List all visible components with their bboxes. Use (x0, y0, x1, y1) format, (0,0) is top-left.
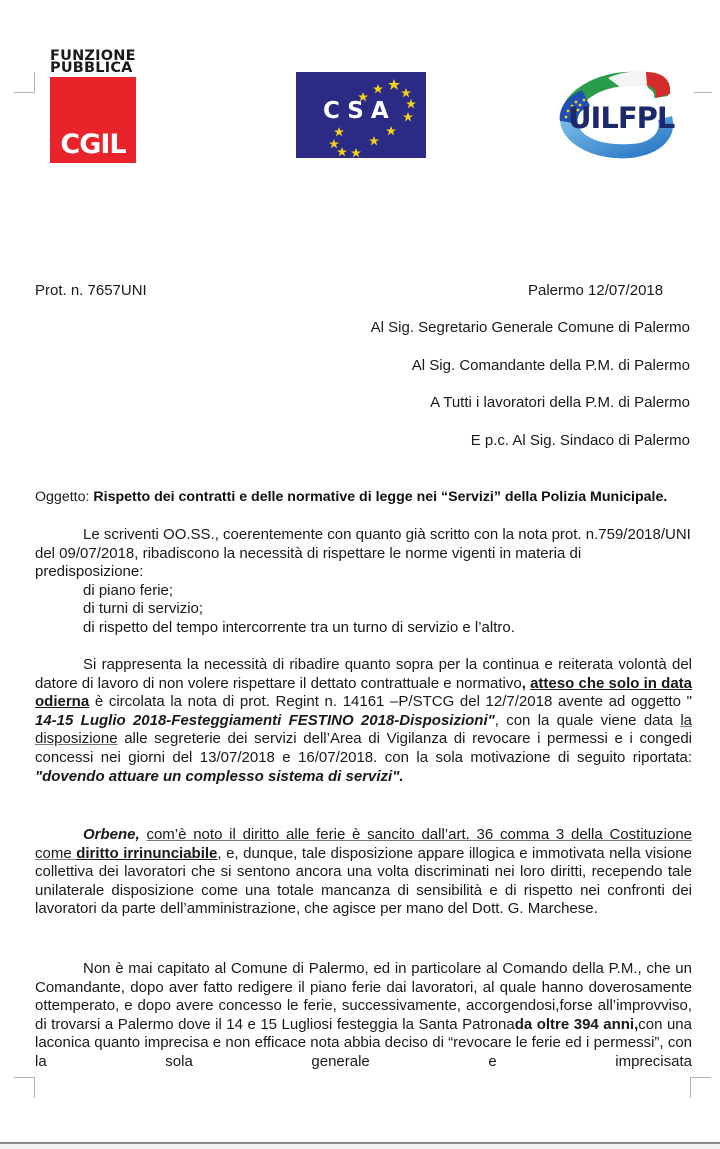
star-icon (369, 136, 379, 146)
cgil-red-block (50, 77, 136, 163)
star-icon (388, 79, 400, 90)
star-icon (337, 147, 347, 157)
protocol-number: Prot. n. 7657UNI (35, 282, 147, 299)
place-date: Palermo 12/07/2018 (528, 282, 664, 299)
page-gap (0, 1144, 720, 1149)
subject-text: Rispetto dei contratti e delle normative di legge nei “Servizi” della Polizia Municipale. (93, 489, 668, 505)
list-item: di piano ferie; (83, 581, 174, 599)
crop-mark-bottom-right (690, 1077, 711, 1098)
cgil-mark: CGIL (60, 129, 126, 160)
paragraph-4-emphasis: da oltre 394 anni, (514, 1015, 639, 1033)
paragraph-4 (35, 960, 692, 1072)
star-icon (386, 126, 396, 136)
crop-mark-bottom-left (14, 1077, 35, 1098)
fp-logo-line2: PUBBLICA (50, 60, 133, 76)
paragraph-2-quote: "dovendo attuare un complesso sistema di servizi". (35, 767, 404, 785)
uilfpl-logo (550, 66, 690, 166)
paragraph-3-emphasis: diritto irrinunciabile (76, 844, 218, 862)
recipient: E p.c. Al Sig. Sindaco di Palermo (470, 432, 690, 449)
paragraph-2-text: , con la quale viene data (494, 711, 681, 729)
star-icon (406, 99, 416, 109)
paragraph-4-text: Non è mai capitato al Comune di Palermo, ed in particolare al Comando della P.M., che un Comandante, dopo aver fatto redigere il piano ferie dai lavoratori, al quale hanno doverosamente ottemperato, e dopo avere concesso le ferie, successivamente, accorgendosi,forse all’improvviso, di trovarsi a Palermo dove il 14 e 15 Lugliosi festeggia la Santa Patrona (35, 960, 692, 1033)
paragraph-1-text: Le scriventi OO.SS., coerentemente con quanto già scritto con la nota prot. n.759/2018/UNI del 09/07/2018, ribadiscono la necessità di rispettare le norme vigenti in materia di predisposizione: (35, 526, 691, 581)
star-icon (329, 139, 339, 149)
star-icon (334, 127, 344, 137)
uilfpl-mark: UILFPL (568, 101, 675, 135)
csa-logo (296, 72, 426, 158)
paragraph-4-text: con una laconica quanto imprecisa e non efficace nota abbia deciso di “revocare le ferie ed i permessi”, con la sola generale e imprecisata (35, 1015, 692, 1070)
paragraph-2-underlined: la disposizione (35, 711, 692, 748)
fp-cgil-logo (50, 50, 138, 163)
fp-logo-line1: FUNZIONE (50, 48, 136, 64)
paragraph-2-emphasis: atteso che solo in data odierna (35, 674, 693, 711)
subject-line (35, 488, 667, 507)
csa-mark: CSA (323, 98, 396, 124)
paragraph-2-note-title: 14-15 Luglio 2018-Festeggiamenti FESTINO 2018-Disposizioni" (35, 711, 495, 729)
list-item: di turni di servizio; (83, 600, 204, 618)
paragraph-2-text: Si rappresenta la necessità di ribadire quanto sopra per la continua e reiterata volontà del datore di lavoro di non volere rispettare il dettato contrattuale e normativo (35, 656, 692, 692)
paragraph-3-text: , e, dunque, tale disposizione appare illogica e immotivata nella visione collettiva dei lavoratori che si sentono ancora una volta discriminati nei loro diritti, recependo tale unilaterale disposizione come una totale mancanza di sensibilità e di rispetto nei confronti dei lavoratori da parte dell’amministrazione, che agisce per mano del Dott. G. Marchese. (35, 844, 692, 918)
crop-mark-top-right (694, 72, 712, 93)
paragraph-2-comma: , (521, 674, 526, 692)
paragraph-1 (35, 526, 692, 638)
star-icon (401, 88, 411, 98)
recipient: Al Sig. Segretario Generale Comune di Palermo (370, 319, 690, 336)
paragraph-3-lead: Orbene, (83, 826, 140, 843)
paragraph-2-text: è circolata la nota di prot. Regint n. 14161 –P/STCG del 12/7/2018 avente ad oggetto " (89, 693, 692, 711)
crop-mark-top-left (14, 72, 35, 93)
list-item: di rispetto del tempo intercorrente tra un turno di servizio e l’altro. (83, 618, 515, 636)
star-icon (373, 84, 383, 94)
recipient: A Tutti i lavoratori della P.M. di Palermo (430, 394, 690, 411)
star-icon (403, 112, 413, 122)
paragraph-3 (35, 826, 692, 919)
paragraph-3-underlined: com’è noto il diritto alle ferie è sancito dall’art. 36 comma 3 della Costituzione come (35, 826, 693, 862)
recipient: Al Sig. Comandante della P.M. di Palermo (411, 357, 690, 374)
paragraph-2-text: alle segreterie dei servizi dell’Area di Vigilanza di revocare i permessi e i congedi concessi nei giorni del 13/07/2018 e 16/07/2018. con la sola motivazione di seguito riportata: (35, 730, 692, 766)
subject-label: Oggetto: (35, 489, 94, 505)
paragraph-2 (35, 656, 692, 786)
star-icon (351, 148, 361, 158)
